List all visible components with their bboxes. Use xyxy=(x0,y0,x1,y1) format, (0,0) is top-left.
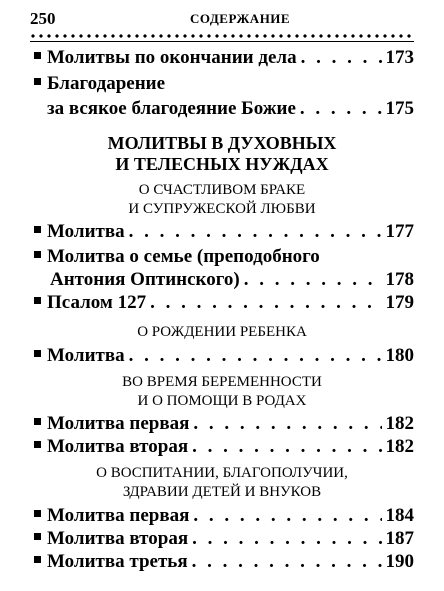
entry-label: Молитва третья xyxy=(47,551,188,572)
entry-label: Антония Оптинского) xyxy=(50,269,240,290)
section-heading-line: МОЛИТВЫ В ДУХОВНЫХ xyxy=(107,133,337,153)
toc-entry[interactable] xyxy=(34,550,414,574)
entry-label: Псалом 127 xyxy=(47,292,147,313)
dot-leader xyxy=(192,527,381,551)
toc-entry[interactable] xyxy=(34,245,414,269)
entry-page: 182 xyxy=(385,436,414,457)
dot-leader xyxy=(192,435,381,459)
dot-leader xyxy=(301,46,382,70)
group-title: О ВОСПИТАНИИ, БЛАГОПОЛУЧИИ, xyxy=(96,465,348,481)
bullet-icon xyxy=(34,556,41,563)
entry-label: Молитва xyxy=(47,345,125,366)
dot-leader xyxy=(300,97,382,121)
bullet-icon xyxy=(34,350,41,357)
toc-entry-continuation[interactable] xyxy=(34,97,414,121)
group-title: ЗДРАВИИ ДЕТЕЙ И ВНУКОВ xyxy=(122,484,322,500)
entry-page: 187 xyxy=(385,528,414,549)
dot-leader xyxy=(193,504,381,528)
bullet-icon xyxy=(34,251,41,258)
entry-page: 177 xyxy=(385,221,414,242)
page-number: 250 xyxy=(30,9,56,28)
bullet-icon xyxy=(34,297,41,304)
toc-entry[interactable] xyxy=(34,435,414,459)
group-title: ВО ВРЕМЯ БЕРЕМЕННОСТИ xyxy=(122,374,322,390)
dot-leader xyxy=(244,268,382,292)
bullet-icon xyxy=(34,533,41,540)
bullet-icon xyxy=(34,441,41,448)
toc-entry-continuation[interactable] xyxy=(50,268,414,292)
entry-page: 182 xyxy=(385,413,414,434)
entry-page: 190 xyxy=(385,551,414,572)
dot-leader xyxy=(129,344,382,368)
toc-entry[interactable] xyxy=(34,344,414,368)
entry-page: 184 xyxy=(385,505,414,526)
section-heading-line: И ТЕЛЕСНЫХ НУЖДАХ xyxy=(115,154,329,174)
entry-label: Молитва первая xyxy=(47,413,190,434)
group-title: О РОЖДЕНИИ РЕБЕНКА xyxy=(137,324,307,340)
entry-label: Молитва вторая xyxy=(47,528,189,549)
entry-page: 173 xyxy=(385,47,414,68)
toc-entry[interactable] xyxy=(34,72,414,96)
section-title: СОДЕРЖАНИЕ xyxy=(190,11,291,26)
dot-leader xyxy=(150,291,381,315)
toc-entry[interactable] xyxy=(34,504,414,528)
entry-label: Молитва о семье (преподобного xyxy=(47,246,320,267)
bullet-icon xyxy=(34,510,41,517)
running-head xyxy=(30,9,414,31)
toc-entry[interactable] xyxy=(34,412,414,436)
toc-entry[interactable] xyxy=(34,220,414,244)
entry-label: Молитвы по окончании дела xyxy=(47,47,297,68)
bullet-icon xyxy=(34,226,41,233)
group-title: И СУПРУЖЕСКОЙ ЛЮБВИ xyxy=(128,201,316,217)
entry-label: Благодарение xyxy=(47,73,166,94)
entry-page: 178 xyxy=(385,269,414,290)
dot-leader xyxy=(129,220,382,244)
ornament-rule xyxy=(30,33,414,39)
dot-leader xyxy=(192,550,382,574)
entry-label: за всякое благодеяние Божие xyxy=(47,98,296,119)
entry-page: 180 xyxy=(385,345,414,366)
entry-page: 179 xyxy=(385,292,414,313)
group-title: О СЧАСТЛИВОМ БРАКЕ xyxy=(138,182,306,198)
toc-entry[interactable] xyxy=(34,527,414,551)
bullet-icon xyxy=(34,52,41,59)
group-title: И О ПОМОЩИ В РОДАХ xyxy=(137,393,307,409)
toc-entry[interactable] xyxy=(34,46,414,70)
entry-label: Молитва первая xyxy=(47,505,190,526)
dot-leader xyxy=(193,412,381,436)
toc-entry[interactable] xyxy=(34,291,414,315)
bullet-icon xyxy=(34,418,41,425)
bullet-icon xyxy=(34,78,41,85)
entry-page: 175 xyxy=(385,98,414,119)
entry-label: Молитва xyxy=(47,221,125,242)
entry-label: Молитва вторая xyxy=(47,436,189,457)
